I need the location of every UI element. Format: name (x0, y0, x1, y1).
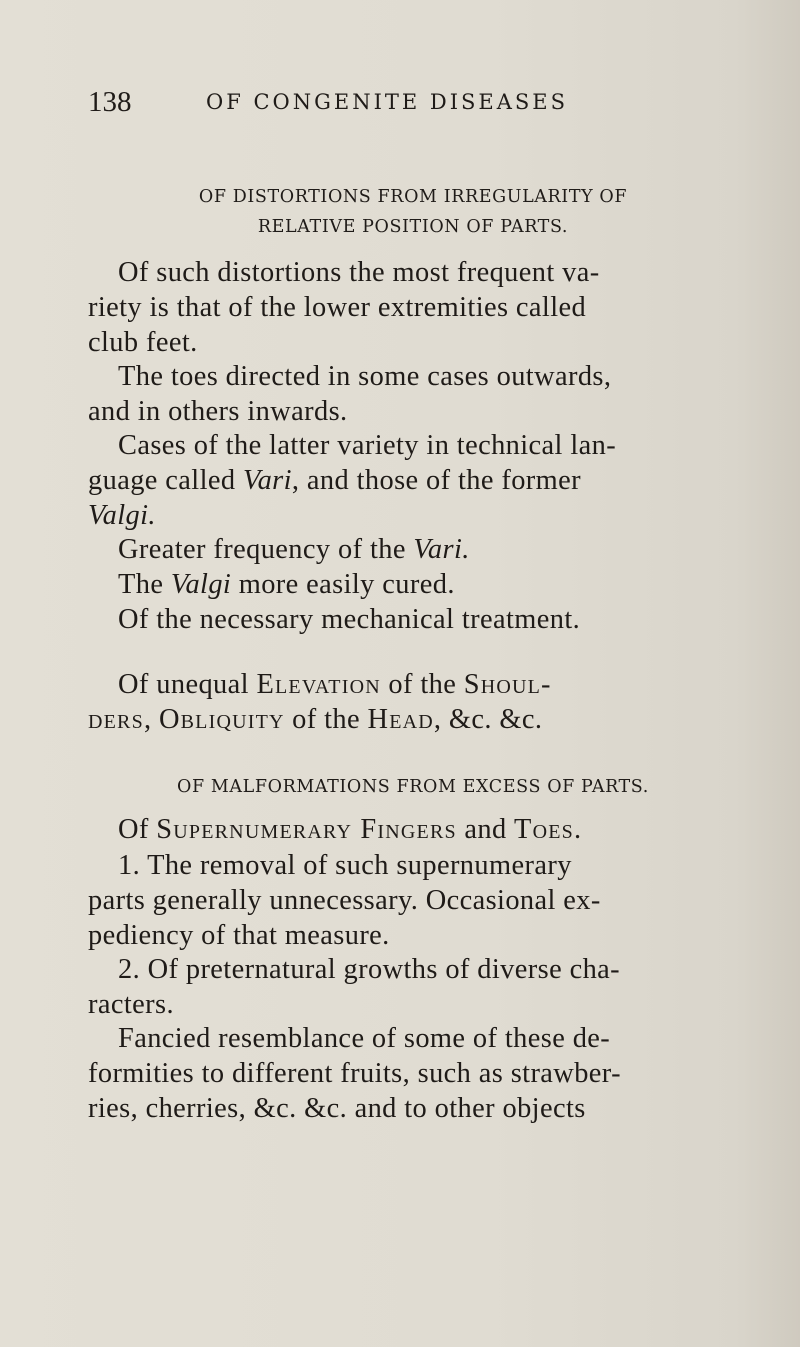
text-line: and in others inwards. (88, 395, 348, 427)
paragraph-frequency (118, 533, 728, 568)
text-line: guage called Vari, and those of the former (88, 464, 581, 496)
paragraph-treatment (118, 603, 728, 638)
text-line: racters. (88, 988, 174, 1020)
text-line: Of Supernumerary Fingers and Toes. (118, 814, 583, 845)
text-line: Of the necessary mechanical treatment. (118, 604, 581, 635)
text-line: 2. Of preternatural growths of diverse cha- (118, 954, 621, 985)
text-line: Valgi. (88, 499, 156, 531)
paragraph-fancied-resemblance (88, 1022, 728, 1126)
text-line: ries, cherries, &c. &c. and to other objects (88, 1092, 586, 1124)
text-line: Of such distortions the most frequent va- (118, 257, 600, 288)
paragraph-valgi-cured (118, 568, 728, 603)
text-line: ders, Obliquity of the Head, &c. &c. (88, 703, 543, 735)
page-number: 138 (88, 86, 132, 118)
text-line: riety is that of the lower extremities called (88, 291, 587, 323)
heading-line: OF DISTORTIONS FROM IRREGULARITY OF (198, 187, 628, 207)
text-line: 1. The removal of such supernumerary (118, 850, 572, 881)
paragraph-growths (88, 953, 728, 1023)
text-line: The Valgi more easily cured. (118, 569, 455, 600)
paragraph-toes-directed (88, 360, 728, 430)
running-title: OF CONGENITE DISEASES (206, 90, 569, 114)
paragraph-vari-valgi (88, 429, 728, 533)
text-line: pediency of that measure. (88, 919, 390, 951)
paragraph-club-feet (88, 256, 728, 360)
paragraph-removal (88, 849, 728, 953)
paragraph-supernumerary (118, 813, 728, 848)
text-line: Cases of the latter variety in technical lan- (118, 430, 617, 461)
heading-line: RELATIVE POSITION OF PARTS. (257, 217, 569, 237)
section-heading-distortions (88, 182, 738, 242)
text-line: parts generally unnecessary. Occasional ex- (88, 884, 601, 916)
heading-line: OF MALFORMATIONS FROM EXCESS OF PARTS. (177, 777, 649, 797)
text-line: Of unequal Elevation of the Shoul- (118, 669, 552, 700)
text-line: Fancied resemblance of some of these de- (118, 1023, 611, 1054)
paragraph-shoulders (88, 668, 728, 738)
running-header (88, 86, 728, 126)
text-line: Greater frequency of the Vari. (118, 534, 470, 565)
text-line: formities to different fruits, such as strawber- (88, 1057, 621, 1089)
text-line: club feet. (88, 326, 198, 358)
text-line: The toes directed in some cases outwards, (118, 361, 612, 392)
section-heading-malformations (88, 772, 738, 802)
